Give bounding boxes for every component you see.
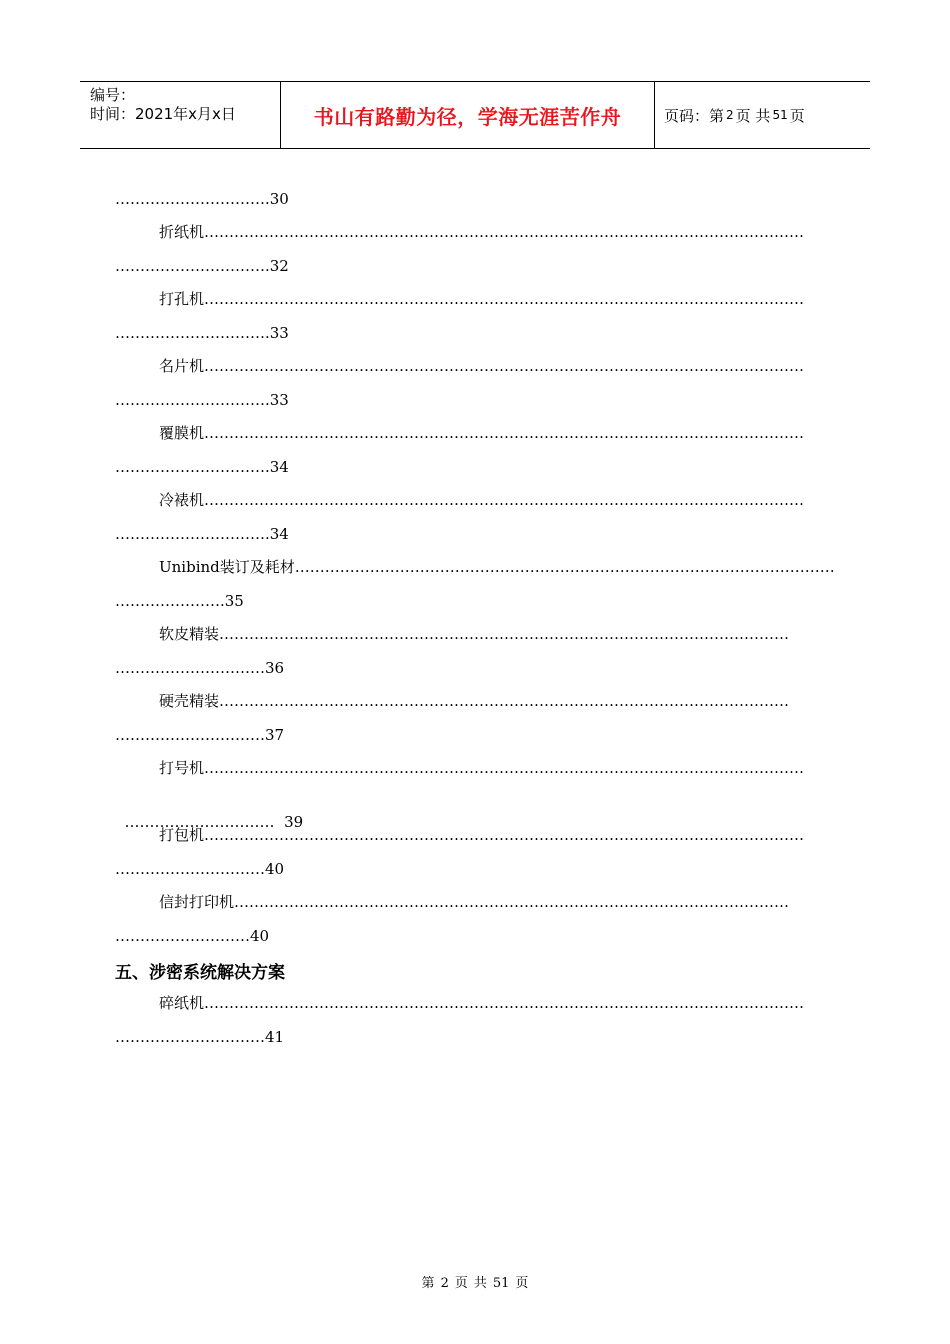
toc-entry-page-line[interactable] [115,926,269,946]
toc-page-number: 37 [265,726,285,744]
toc-page-number: .35 [220,592,244,610]
toc-entry-title-line[interactable] [159,624,789,644]
footer-total-pages: 51 [492,1276,510,1291]
toc-entry-title-line[interactable] [159,289,804,309]
header-meta [80,82,281,148]
toc-page-number: .34 [265,458,289,476]
toc-entry-page-line[interactable] [115,390,289,410]
page-footer [0,1272,950,1291]
toc-entry-page-line[interactable] [115,457,289,477]
toc-entry-page-line[interactable] [115,256,289,276]
toc-page-number: .32 [265,257,289,275]
page-total: 51 [772,108,788,122]
toc-page-number: 39 [274,813,304,831]
toc-page-number: 41 [265,1028,285,1046]
toc-page-number: .33 [265,324,289,342]
toc-entry-title-line[interactable] [159,825,804,845]
document-number-label: 编号： [90,86,136,104]
toc-page-number: 40 [265,860,285,878]
page-mid: 页 共 [735,106,771,125]
header-page-info [655,82,870,148]
footer-word-di: 第 [421,1276,435,1291]
toc-title: Unibind装订及耗材 [159,558,295,576]
toc-dots: …………………………………………………………………………………………………… [219,625,790,643]
toc-dots: ……………………… [115,927,250,945]
toc-entry-title-line[interactable] [159,222,804,242]
toc-dots: ………………………… [115,659,265,677]
toc-page-number: .30 [265,190,289,208]
toc-dots: ……………………………………………………………………………………………… [294,558,835,576]
toc-entry-continuation[interactable] [115,189,289,209]
toc-title: 碎纸机 [159,994,205,1012]
toc-entry-page-line[interactable] [115,658,284,678]
toc-title: 折纸机 [159,223,205,241]
toc-entry-title-line[interactable] [159,758,804,778]
toc-entry-title-line[interactable] [159,423,804,443]
page-prefix: 页码：第 [664,106,725,125]
toc-dots: ………………………………………………………………………………………………………… [204,357,805,375]
toc-dots: ………………………… [115,525,265,543]
toc-entry-title-line[interactable] [159,490,804,510]
toc-dots: ………………………… [124,813,275,831]
toc-dots: ………………………………………………………………………………………………………… [204,994,805,1012]
toc-title: 打孔机 [159,290,205,308]
toc-title: 软皮精装 [159,625,220,643]
page-current: 2 [726,108,734,122]
toc-dots: ………………………………………………………………………………………………………… [204,759,805,777]
toc-dots: ………………………………………………………………………………………………………… [204,290,805,308]
toc-entry-page-line[interactable] [115,1027,284,1047]
toc-dots: ………………………… [115,726,265,744]
page-header [80,81,870,149]
footer-word-ye: 页 [454,1276,468,1291]
toc-entry-title-line[interactable] [159,892,789,912]
toc-page-number: 36 [265,659,285,677]
toc-title: 硬壳精装 [159,692,220,710]
toc-dots: ………………………………………………………………………………………………………… [204,491,805,509]
toc-entry-page-line[interactable] [115,323,289,343]
footer-word-gong: 共 [473,1276,487,1291]
toc-entry-title-line[interactable] [159,691,789,711]
toc-dots: ………………………………………………………………………………………………………… [204,424,805,442]
section-heading[interactable]: 五、涉密系统解决方案 [115,963,285,983]
toc-entry-page-line[interactable] [115,859,284,879]
toc-page-number: .33 [265,391,289,409]
toc-dots: ………………………………………………………………………………………………………… [204,223,805,241]
toc-dots: …………………………………………………………………………………………………… [219,692,790,710]
toc-title: 打号机 [159,759,205,777]
footer-word-ye-end: 页 [515,1276,529,1291]
footer-current-page: 2 [440,1276,449,1291]
toc-dots: ………………………… [115,458,265,476]
toc-entry-page-line[interactable] [115,725,284,745]
toc-dots: ………………………… [115,860,265,878]
toc-title: 名片机 [159,357,205,375]
document-time: 时间：2021年x月x日 [90,105,236,123]
toc-title: 打包机 [159,826,205,844]
toc-title: 冷裱机 [159,491,205,509]
header-motto: 书山有路勤为径，学海无涯苦作舟 [281,82,655,148]
toc-entry-title-line[interactable] [159,356,804,376]
toc-dots: ………………………………………………………………………………………………… [234,893,790,911]
toc-entry-title-line[interactable] [159,557,835,577]
page-suffix: 页 [789,106,805,125]
toc-page-number: .34 [265,525,289,543]
toc-entry-page-line[interactable] [115,524,289,544]
toc-page-number: 40 [250,927,270,945]
toc-dots: ………………………… [115,1028,265,1046]
toc-dots: ………………… [115,592,220,610]
toc-entry-title-line[interactable] [159,993,804,1013]
toc-dots: ………………………………………………………………………………………………………… [204,826,805,844]
toc-dots: ………………………… [115,391,265,409]
toc-dots: ………………………… [115,190,265,208]
toc-dots: ………………………… [115,324,265,342]
toc-title: 信封打印机 [159,893,235,911]
toc-dots: ………………………… [115,257,265,275]
toc-title: 覆膜机 [159,424,205,442]
toc-entry-page-line[interactable] [115,591,244,611]
